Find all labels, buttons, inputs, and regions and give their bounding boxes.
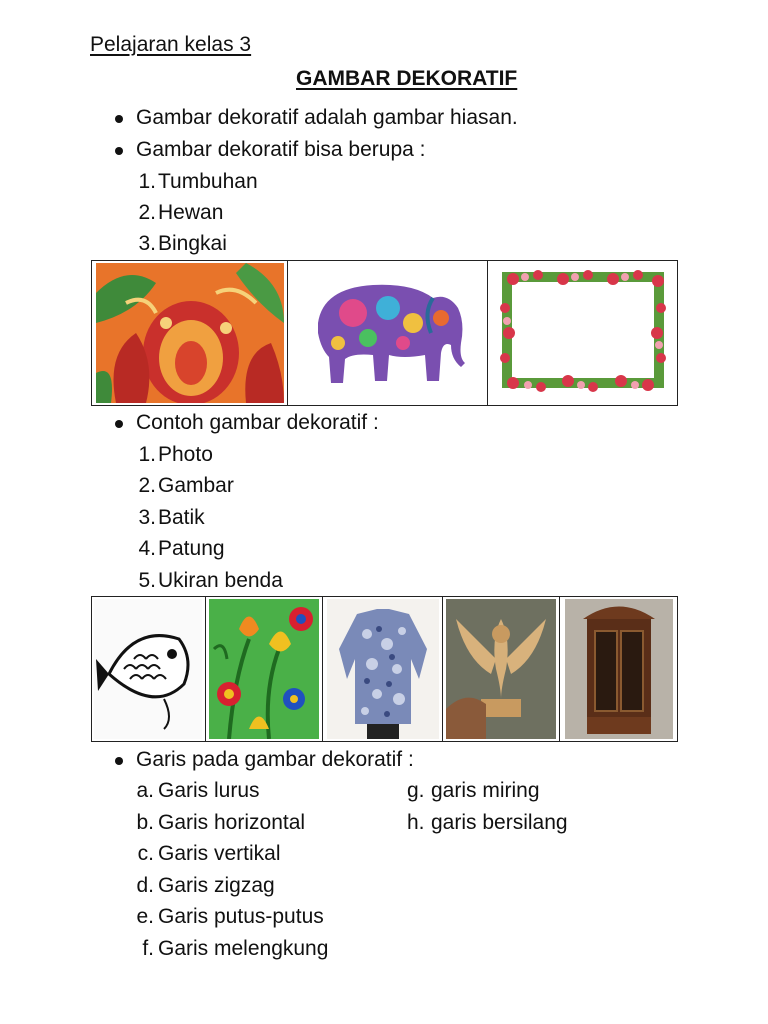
bullet-icon	[115, 420, 123, 428]
list-number: 1.	[138, 170, 156, 193]
bullet-icon	[115, 147, 123, 155]
list-number: 5.	[138, 569, 156, 592]
list-item: Batik	[158, 506, 205, 529]
image-strip-decorative-examples	[91, 596, 678, 742]
list-item: Tumbuhan	[158, 170, 258, 193]
page-title: GAMBAR DEKORATIF	[296, 67, 518, 90]
list-number: 2.	[138, 474, 156, 497]
decorative-elephant-image	[288, 261, 488, 405]
fish-drawing-image	[92, 597, 206, 741]
bullet-text: Garis pada gambar dekoratif :	[136, 748, 414, 771]
list-item: Bingkai	[158, 232, 227, 255]
list-item: garis miring	[431, 779, 540, 802]
list-item: Garis putus-putus	[158, 905, 324, 928]
list-number: 3.	[138, 232, 156, 255]
bullet-text: Gambar dekoratif bisa berupa :	[136, 138, 426, 161]
list-letter: f.	[142, 937, 154, 960]
flower-frame-image	[488, 261, 677, 405]
list-item: Gambar	[158, 474, 234, 497]
floral-ornament-image	[92, 261, 288, 405]
carved-cabinet-image	[560, 597, 677, 741]
list-item: Garis lurus	[158, 779, 260, 802]
list-letter: h.	[407, 811, 425, 834]
list-letter: b.	[136, 811, 154, 834]
list-letter: d.	[136, 874, 154, 897]
list-letter: a.	[136, 779, 154, 802]
bullet-text: Contoh gambar dekoratif :	[136, 411, 379, 434]
list-item: Garis zigzag	[158, 874, 275, 897]
list-letter: e.	[136, 905, 154, 928]
flower-painting-image	[206, 597, 324, 741]
list-letter: c.	[137, 842, 154, 865]
list-number: 3.	[138, 506, 156, 529]
list-item: Patung	[158, 537, 225, 560]
bullet-icon	[115, 115, 123, 123]
batik-shirt-image	[323, 597, 443, 741]
list-number: 4.	[138, 537, 156, 560]
list-item: Ukiran benda	[158, 569, 283, 592]
list-item: Garis vertikal	[158, 842, 281, 865]
bullet-text: Gambar dekoratif adalah gambar hiasan.	[136, 106, 518, 129]
list-item: Photo	[158, 443, 213, 466]
list-item: Garis melengkung	[158, 937, 329, 960]
garuda-statue-image	[443, 597, 561, 741]
bullet-icon	[115, 757, 123, 765]
list-number: 2.	[138, 201, 156, 224]
list-letter: g.	[407, 779, 425, 802]
list-item: Hewan	[158, 201, 224, 224]
list-item: Garis horizontal	[158, 811, 306, 834]
page-header: Pelajaran kelas 3	[90, 33, 252, 56]
list-number: 1.	[138, 443, 156, 466]
image-strip-examples	[91, 260, 678, 406]
list-item: garis bersilang	[431, 811, 568, 834]
